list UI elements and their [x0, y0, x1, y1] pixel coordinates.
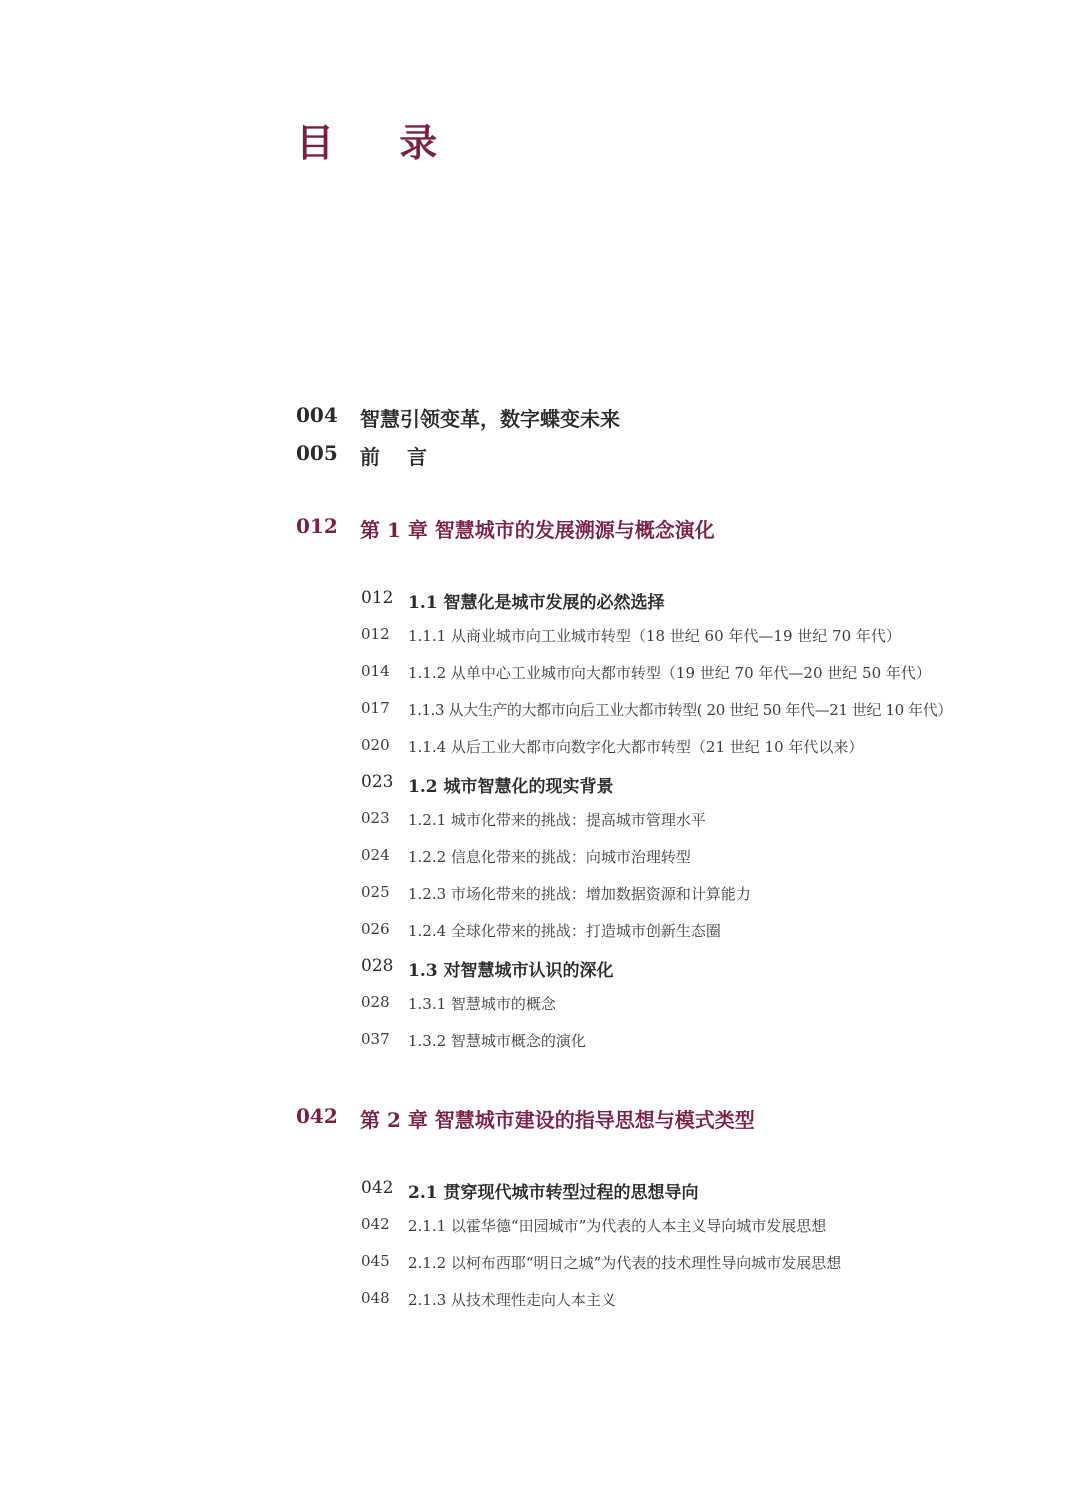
- page-number: 024: [361, 846, 390, 864]
- page-number: 012: [361, 588, 394, 608]
- page-number: 045: [361, 1252, 390, 1270]
- page-number: 025: [361, 883, 390, 901]
- page-number: 048: [361, 1289, 390, 1307]
- section-title: 2.1 贯穿现代城市转型过程的思想导向: [408, 1183, 699, 1203]
- page-number: 004: [296, 403, 338, 427]
- page-number: 028: [361, 993, 390, 1011]
- section-title: 1.1 智慧化是城市发展的必然选择: [408, 593, 665, 613]
- section-title: 1.3 对智慧城市认识的深化: [408, 961, 614, 981]
- subsection-title: 1.2.3 市场化带来的挑战：增加数据资源和计算能力: [408, 885, 751, 903]
- page-number: 028: [361, 956, 394, 976]
- chapter-title: 第 2 章 智慧城市建设的指导思想与模式类型: [360, 1108, 755, 1132]
- page-number: 026: [361, 920, 390, 938]
- subsection-title: 1.1.4 从后工业大都市向数字化大都市转型（21 世纪 10 年代以来）: [408, 738, 864, 756]
- page-number: 012: [361, 625, 390, 643]
- subsection-title: 1.3.2 智慧城市概念的演化: [408, 1032, 586, 1050]
- subsection-title: 1.2.1 城市化带来的挑战：提高城市管理水平: [408, 811, 706, 829]
- subsection-title: 1.1.3 从大生产的大都市向后工业大都市转型( 20 世纪 50 年代—21 世纪 10 年代）: [408, 701, 952, 719]
- section-title: 1.2 城市智慧化的现实背景: [408, 777, 614, 797]
- chapter-title: 第 1 章 智慧城市的发展溯源与概念演化: [360, 518, 715, 542]
- page-number: 042: [361, 1215, 390, 1233]
- entry-title: 前 言: [360, 445, 437, 469]
- subsection-title: 2.1.1 以霍华德“田园城市”为代表的人本主义导向城市发展思想: [408, 1217, 827, 1235]
- subsection-title: 1.1.1 从商业城市向工业城市转型（18 世纪 60 年代—19 世纪 70 年代）: [408, 627, 901, 645]
- subsection-title: 1.1.2 从单中心工业城市向大都市转型（19 世纪 70 年代—20 世纪 50 年代）: [408, 664, 931, 682]
- page-number: 012: [296, 514, 338, 538]
- page-number: 042: [361, 1178, 394, 1198]
- subsection-title: 2.1.2 以柯布西耶“明日之城”为代表的技术理性导向城市发展思想: [408, 1254, 842, 1272]
- subsection-title: 1.2.4 全球化带来的挑战：打造城市创新生态圈: [408, 922, 721, 940]
- entry-title: 智慧引领变革，数字蝶变未来: [360, 407, 620, 431]
- page-number: 023: [361, 809, 390, 827]
- page-number: 023: [361, 772, 394, 792]
- page-title: 目 录: [296, 120, 464, 165]
- page-number: 017: [361, 699, 390, 717]
- subsection-title: 2.1.3 从技术理性走向人本主义: [408, 1291, 616, 1309]
- page-number: 037: [361, 1030, 390, 1048]
- page-number: 042: [296, 1104, 338, 1128]
- page-number: 014: [361, 662, 390, 680]
- subsection-title: 1.2.2 信息化带来的挑战：向城市治理转型: [408, 848, 691, 866]
- page-number: 005: [296, 441, 338, 465]
- page-number: 020: [361, 736, 390, 754]
- subsection-title: 1.3.1 智慧城市的概念: [408, 995, 556, 1013]
